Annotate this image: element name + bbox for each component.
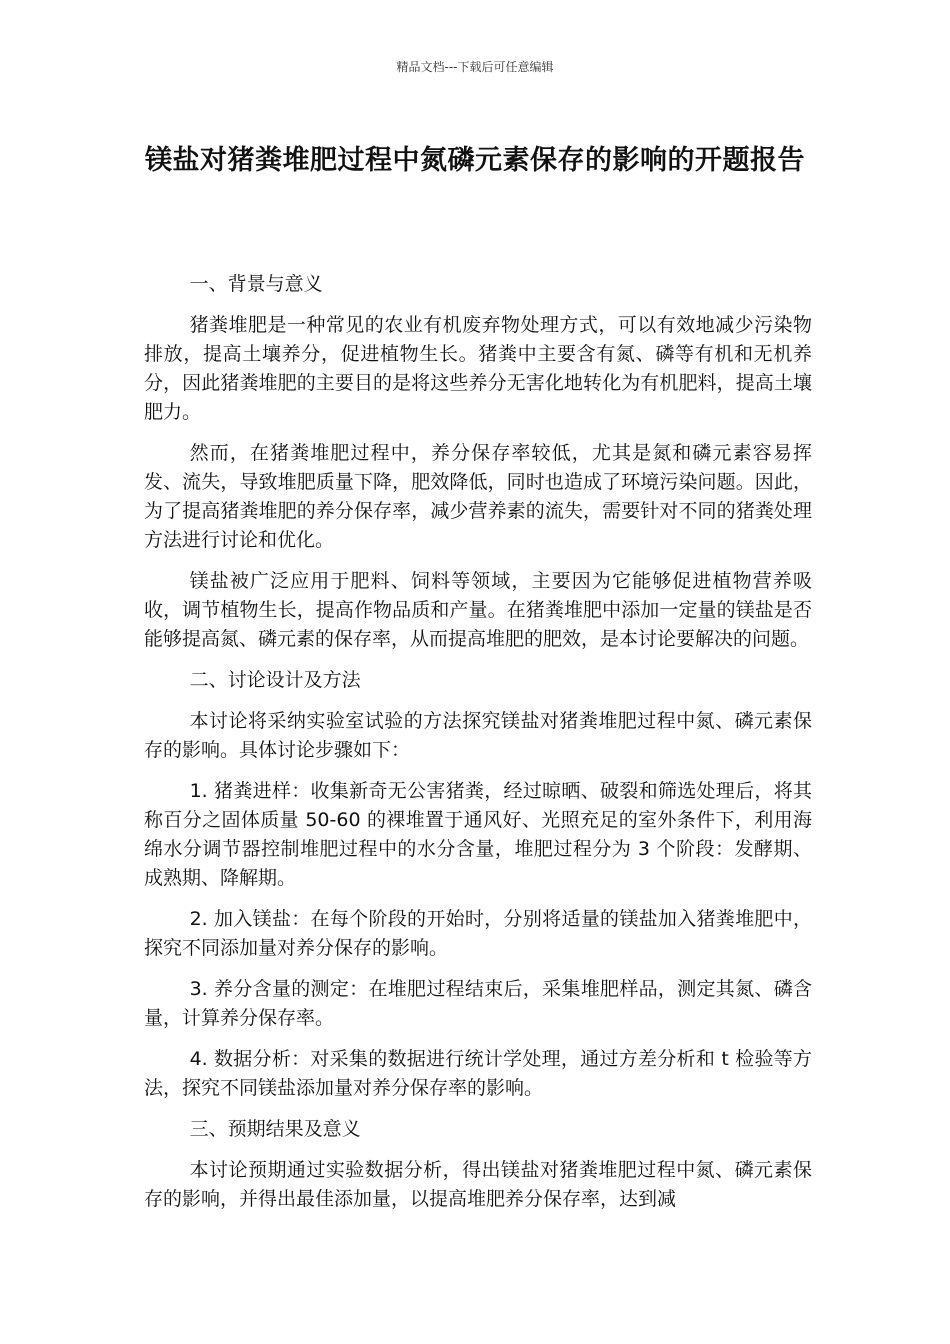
section-heading-results: 三、预期结果及意义 bbox=[189, 1118, 361, 1140]
paragraph: 镁盐被广泛应用于肥料、饲料等领域，主要因为它能够促进植物营养吸收，调节植物生长，提高作物品质和产量。在猪粪堆肥中添加一定量的镁盐是否能够提高氮、磷元素的保存率，从而提高堆肥的肥效，是本讨论要解决的问题。 bbox=[144, 570, 812, 650]
paragraph: 本讨论预期通过实验数据分析，得出镁盐对猪粪堆肥过程中氮、磷元素保存的影响，并得出最佳添加量，以提高堆肥养分保存率，达到减 bbox=[144, 1159, 812, 1210]
paragraph: 猪粪堆肥是一种常见的农业有机废弃物处理方式，可以有效地减少污染物排放，提高土壤养分，促进植物生长。猪粪中主要含有氮、磷等有机和无机养分，因此猪粪堆肥的主要目的是将这些养分无害化地转化为有机肥料，提高土壤肥力。 bbox=[144, 314, 812, 423]
section-heading-background: 一、背景与意义 bbox=[189, 273, 323, 295]
section-heading-design: 二、讨论设计及方法 bbox=[189, 669, 361, 691]
paragraph-step-4: 4. 数据分析：对采集的数据进行统计学处理，通过方差分析和 t 检验等方法，探究不同镁盐添加量对养分保存率的影响。 bbox=[144, 1048, 812, 1099]
paragraph-step-1: 1. 猪粪进样：收集新奇无公害猪粪，经过晾晒、破裂和筛选处理后，将其称百分之固体质量 50-60 的裸堆置于通风好、光照充足的室外条件下，利用海绵水分调节器控制堆肥过程中的水分含量，堆肥过程分为 3 个阶段：发酵期、成熟期、降解期。 bbox=[144, 780, 812, 889]
paragraph-step-3: 3. 养分含量的测定：在堆肥过程结束后，采集堆肥样品，测定其氮、磷含量，计算养分保存率。 bbox=[144, 978, 812, 1029]
paragraph: 然而，在猪粪堆肥过程中，养分保存率较低，尤其是氮和磷元素容易挥发、流失，导致堆肥质量下降，肥效降低，同时也造成了环境污染问题。因此，为了提高猪粪堆肥的养分保存率，减少营养素的流失，需要针对不同的猪粪处理方法进行讨论和优化。 bbox=[144, 442, 812, 551]
document-title: 镁盐对猪粪堆肥过程中氮磷元素保存的影响的开题报告 bbox=[145, 145, 805, 176]
header-note: 精品文档---下载后可任意编辑 bbox=[396, 60, 554, 74]
paragraph-step-2: 2. 加入镁盐：在每个阶段的开始时，分别将适量的镁盐加入猪粪堆肥中，探究不同添加量对养分保存的影响。 bbox=[144, 908, 812, 959]
document-body bbox=[144, 270, 812, 1226]
paragraph: 本讨论将采纳实验室试验的方法探究镁盐对猪粪堆肥过程中氮、磷元素保存的影响。具体讨论步骤如下： bbox=[144, 710, 812, 761]
